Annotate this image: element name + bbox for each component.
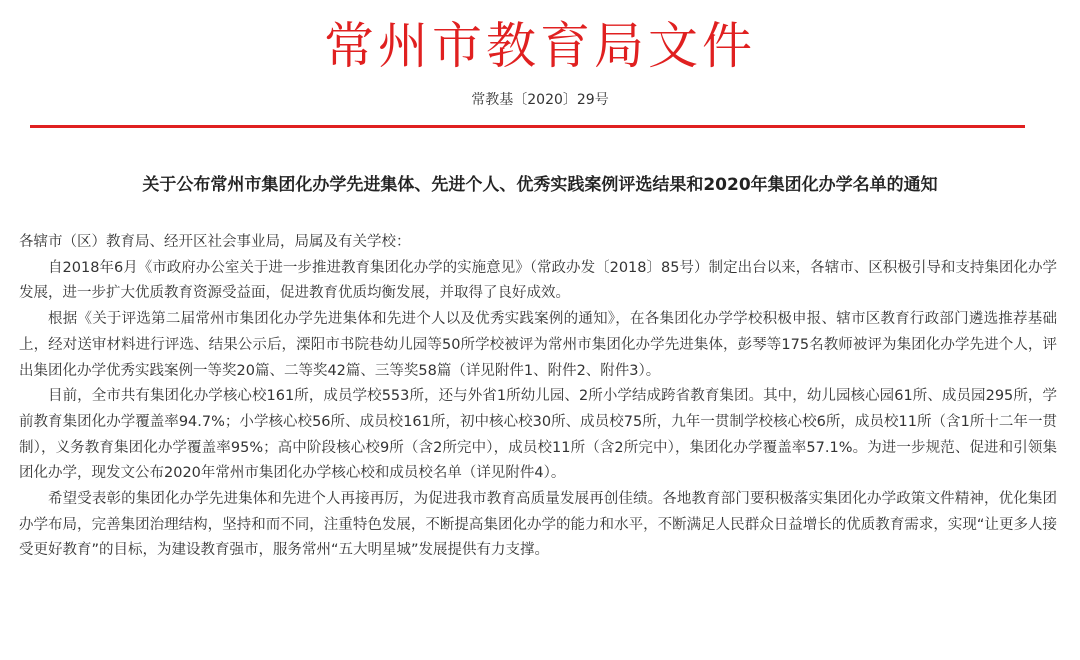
red-divider-line: [30, 125, 1025, 128]
notice-title: 关于公布常州市集团化办学先进集体、先进个人、优秀实践案例评选结果和2020年集团化办学名单的通知: [142, 175, 938, 195]
notice-body: [19, 230, 1057, 564]
body-paragraph-4: 希望受表彰的集团化办学先进集体和先进个人再接再厉，为促进我市教育高质量发展再创佳绩。各地教育部门要积极落实集团化办学政策文件精神，优化集团办学布局，完善集团治理结构，坚持和而不同，注重特色发展，不断提高集团化办学的能力和水平，不断满足人民群众日益增长的优质教育需求，实现“让更多人接受更好教育”的目标，为建设教育强市，服务常州“五大明星城”发展提供有力支撑。: [19, 491, 1057, 559]
body-paragraph-2: 根据《关于评选第二届常州市集团化办学先进集体和先进个人以及优秀实践案例的通知》，在各集团化办学学校积极申报、辖市区教育行政部门遴选推荐基础上，经对送审材料进行评选、结果公示后，溧阳市书院巷幼儿园等50所学校被评为常州市集团化办学先进集体，彭琴等175名教师被评为集团化办学先进个人，评出集团化办学优秀实践案例一等奖20篇、二等奖42篇、三等奖58篇（详见附件1、附件2、附件3）。: [19, 311, 1057, 379]
document-number: 常教基〔2020〕29号: [471, 92, 609, 108]
salutation: 各辖市（区）教育局、经开区社会事业局，局属及有关学校：: [19, 234, 411, 250]
issuing-authority-title: 常州市教育局文件: [324, 17, 756, 75]
body-paragraph-1: 自2018年6月《市政府办公室关于进一步推进教育集团化办学的实施意见》（常政办发〔2018〕85号）制定出台以来，各辖市、区积极引导和支持集团化办学发展，进一步扩大优质教育资源受益面，促进教育优质均衡发展，并取得了良好成效。: [19, 259, 1057, 302]
body-paragraph-3: 目前，全市共有集团化办学核心校161所，成员学校553所，还与外省1所幼儿园、2所小学结成跨省教育集团。其中，幼儿园核心园61所、成员园295所，学前教育集团化办学覆盖率94.7%；小学核心校56所、成员校161所，初中核心校30所、成员校75所，九年一贯制学校核心校6所，成员校11所（含1所十二年一贯制），义务教育集团化办学覆盖率95%；高中阶段核心校9所（含2所完中），成员校11所（含2所完中），集团化办学覆盖率57.1%。为进一步规范、促进和引领集团化办学，现发文公布2020年常州市集团化办学核心校和成员校名单（详见附件4）。: [19, 388, 1057, 482]
